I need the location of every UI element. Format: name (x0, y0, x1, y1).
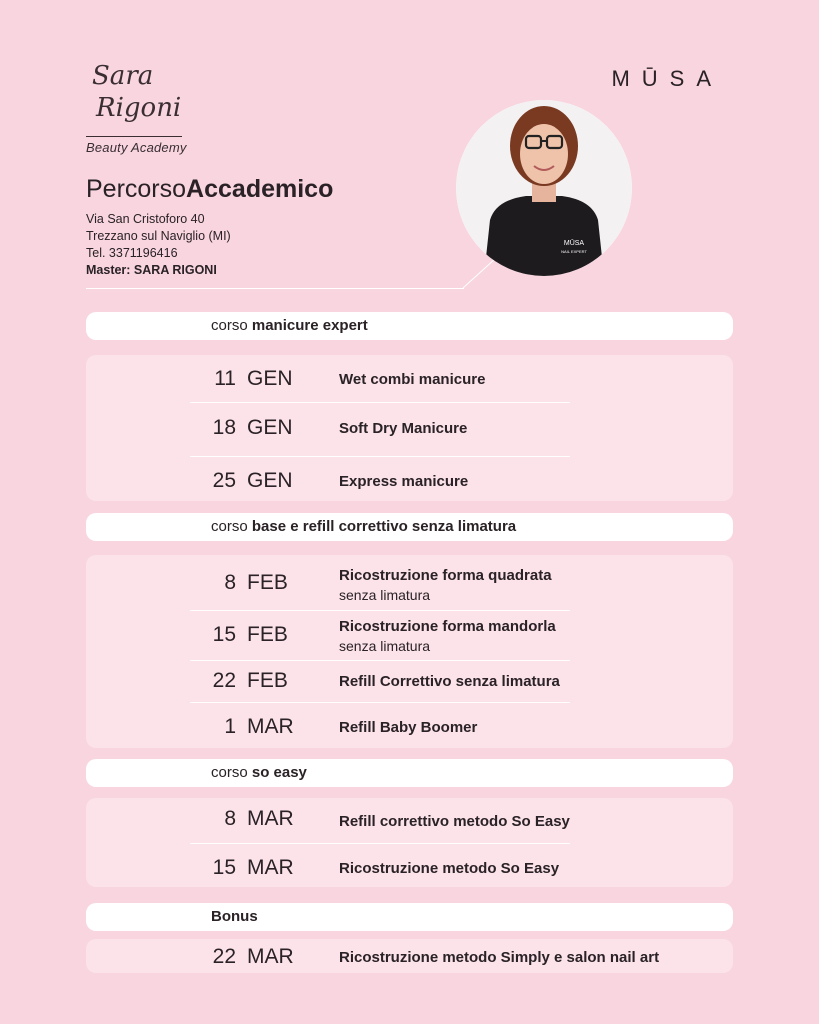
contact-info (86, 211, 231, 279)
section-header-bonus (86, 903, 733, 931)
schedule-block-base-refill (86, 555, 733, 748)
section-name: so easy (251, 764, 307, 781)
course-note: senza limatura (339, 587, 431, 603)
master-name: Master: SARA RIGONI (86, 263, 217, 277)
row-separator (190, 660, 570, 661)
date-month: MAR (247, 715, 294, 738)
page-title (86, 174, 333, 204)
date-month: FEB (247, 669, 288, 692)
section-header-so-easy (86, 759, 733, 787)
schedule-block-bonus (86, 939, 733, 973)
date-day: 8 (224, 807, 236, 830)
row-separator (190, 610, 570, 611)
date-month: MAR (247, 807, 294, 830)
section-name: base e refill correttivo senza limatura (251, 518, 517, 535)
phone: Tel. 3371196416 (86, 246, 178, 260)
shirt-logo: MŪSA (563, 240, 585, 247)
schedule-block-so-easy (86, 798, 733, 887)
date-month: MAR (247, 856, 294, 879)
course-title: Refill correttivo metodo So Easy (339, 813, 570, 830)
date-day: 11 (214, 367, 236, 390)
section-name: Bonus (211, 908, 258, 925)
logo-rigoni: Rigoni (96, 93, 182, 123)
date-month: FEB (247, 623, 288, 646)
date-day: 18 (212, 416, 236, 439)
instructor-portrait (456, 100, 632, 276)
section-prefix: corso (211, 764, 252, 781)
course-title: Refill Baby Boomer (339, 719, 478, 736)
row-separator (190, 702, 570, 703)
course-note: senza limatura (339, 638, 431, 654)
date-month: GEN (247, 469, 293, 492)
date-day: 22 (212, 945, 236, 968)
section-header-manicure (86, 312, 733, 340)
section-prefix: corso (211, 317, 252, 334)
row-separator (190, 843, 570, 844)
date-day: 15 (212, 856, 236, 879)
date-day: 22 (212, 669, 236, 692)
musa-brand-logo: MŪSA (611, 66, 723, 91)
logo-academy: Beauty Academy (86, 140, 187, 155)
row-separator (190, 402, 570, 403)
course-title: Ricostruzione forma mandorla (339, 618, 556, 635)
header-divider (86, 288, 464, 289)
date-day: 8 (224, 571, 236, 594)
logo-divider (86, 136, 182, 137)
course-title: Refill Correttivo senza limatura (339, 673, 560, 690)
date-day: 25 (212, 469, 236, 492)
date-month: GEN (247, 367, 293, 390)
section-header-base-refill (86, 513, 733, 541)
date-day: 1 (224, 715, 236, 738)
date-day: 15 (212, 623, 236, 646)
row-separator (190, 456, 570, 457)
course-title: Wet combi manicure (339, 371, 486, 388)
logo-sara: Sara (92, 61, 154, 91)
title-light: Percorso (86, 175, 187, 203)
address-line-2: Trezzano sul Naviglio (MI) (86, 229, 231, 243)
course-title: Ricostruzione forma quadrata (339, 567, 552, 584)
schedule-block-manicure (86, 355, 733, 501)
date-month: GEN (247, 416, 293, 439)
course-title: Express manicure (339, 473, 469, 490)
section-name: manicure expert (251, 317, 368, 334)
course-title: Soft Dry Manicure (339, 420, 468, 437)
date-month: MAR (247, 945, 294, 968)
title-bold: Accademico (186, 175, 334, 203)
address-line-1: Via San Cristoforo 40 (86, 212, 205, 226)
shirt-sub: NAIL EXPERT (561, 249, 587, 254)
course-title: Ricostruzione metodo So Easy (339, 860, 560, 877)
section-prefix: corso (211, 518, 252, 535)
course-title: Ricostruzione metodo Simply e salon nail art (339, 949, 660, 966)
date-month: FEB (247, 571, 288, 594)
